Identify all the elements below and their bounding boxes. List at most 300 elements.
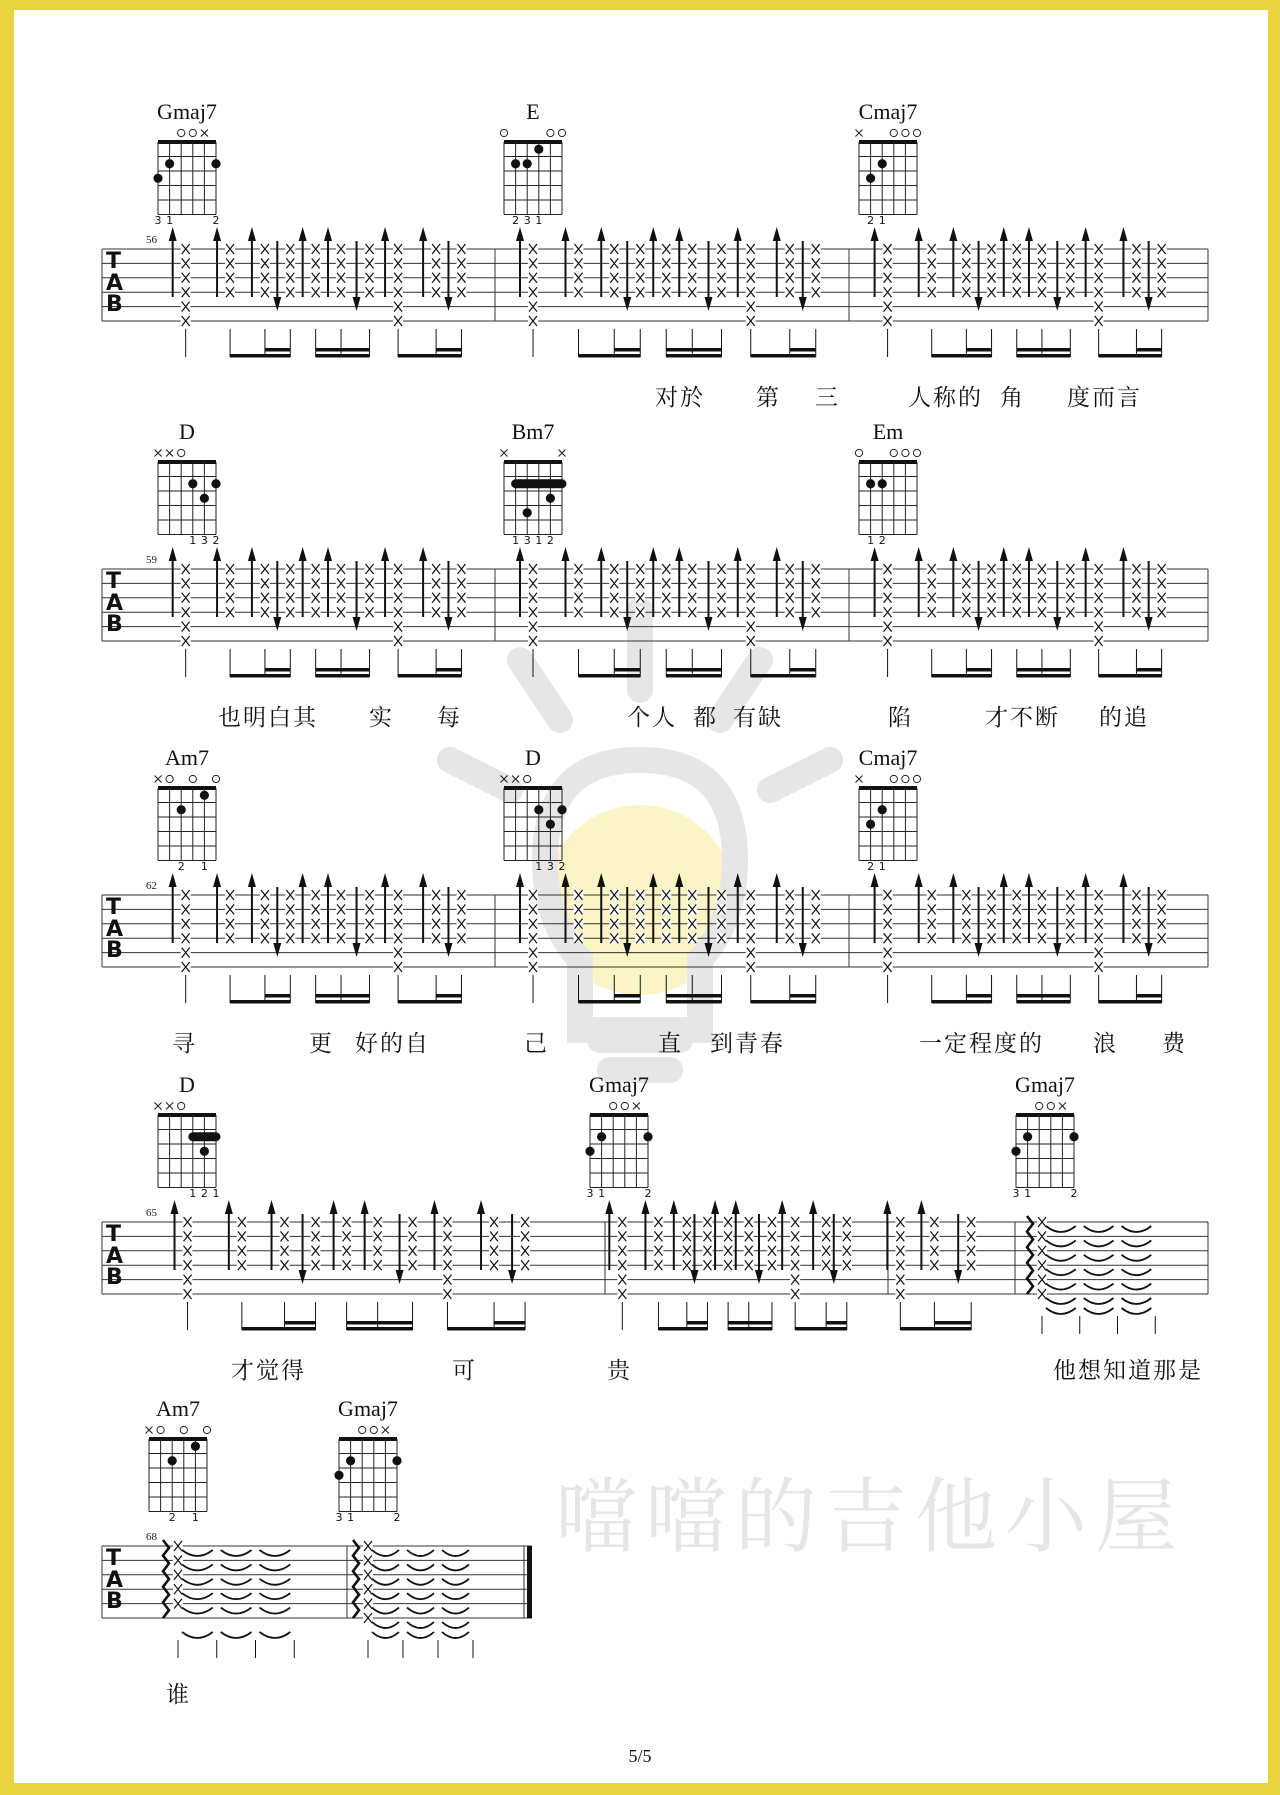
finger-number: 2 <box>867 214 875 227</box>
open-string-icon <box>547 129 554 136</box>
finger-dot <box>534 145 543 154</box>
beam <box>579 1000 641 1004</box>
tie-arc <box>221 1550 252 1556</box>
open-string-icon <box>178 129 185 136</box>
finger-dot <box>200 1147 209 1156</box>
open-string-icon <box>558 129 565 136</box>
beam <box>494 1321 525 1325</box>
beam <box>1099 354 1162 358</box>
chord-diagram-cmaj7 <box>856 775 921 860</box>
finger-number: 2 <box>177 860 185 873</box>
finger-dot <box>523 508 532 517</box>
chord-name: Am7 <box>165 745 209 770</box>
tie-arc <box>221 1564 252 1570</box>
finger-number: 2 <box>168 1511 176 1524</box>
finger-number: 1 <box>535 214 543 227</box>
lyric-text: 浪 <box>1093 1031 1118 1057</box>
finger-number: 1 <box>189 534 197 547</box>
beam <box>614 348 640 352</box>
tie-arc <box>1046 1255 1076 1261</box>
beam <box>398 1000 461 1004</box>
page-number: 5/5 <box>628 1746 652 1766</box>
finger-dot <box>597 1132 606 1141</box>
finger-number: 2 <box>512 214 520 227</box>
beam <box>1017 668 1071 672</box>
finger-dot <box>866 820 875 829</box>
tie-arc <box>372 1593 399 1599</box>
beam <box>316 354 370 358</box>
open-string-icon <box>913 129 920 136</box>
tie-arc <box>221 1608 252 1614</box>
finger-number: 3 <box>546 860 554 873</box>
beam <box>751 354 816 358</box>
chord-name: D <box>525 745 541 770</box>
tab-clef-b: B <box>106 292 123 317</box>
muted-string-icon <box>155 450 162 457</box>
finger-number: 2 <box>200 1187 208 1200</box>
muted-string-icon <box>1059 1103 1066 1110</box>
open-string-icon <box>1036 1102 1043 1109</box>
beam <box>728 1321 772 1325</box>
beam <box>1136 994 1161 998</box>
lyric-text: 三 <box>815 385 840 411</box>
finger-dot <box>165 159 174 168</box>
lyric-text: 直 <box>658 1031 683 1057</box>
finger-dot <box>1011 1147 1020 1156</box>
finger-number: 3 <box>335 1511 343 1524</box>
lyric-text: 贵 <box>607 1358 632 1384</box>
beam <box>790 668 816 672</box>
tie-arc <box>182 1564 213 1570</box>
beam <box>687 1321 708 1325</box>
beam <box>265 668 290 672</box>
beam <box>398 674 461 678</box>
lyric-text: 费 <box>1162 1031 1187 1057</box>
finger-number: 1 <box>191 1511 199 1524</box>
tab-system <box>102 775 1208 1003</box>
tab-system <box>102 1426 532 1658</box>
beam <box>579 674 641 678</box>
finger-dot <box>211 159 220 168</box>
open-string-icon <box>913 449 920 456</box>
finger-number: 1 <box>512 534 520 547</box>
finger-dot <box>878 479 887 488</box>
open-string-icon <box>855 449 862 456</box>
beam <box>316 994 370 998</box>
beam <box>1136 348 1161 352</box>
arpeggio-icon <box>163 1540 169 1618</box>
beam <box>614 668 640 672</box>
tab-clef-b: B <box>106 1589 123 1614</box>
finger-number: 2 <box>558 860 566 873</box>
beam <box>826 1321 847 1325</box>
chord-name: Bm7 <box>511 419 555 444</box>
tie-arc <box>1084 1226 1114 1232</box>
beam <box>316 1000 370 1004</box>
muted-string-icon <box>856 776 863 783</box>
tie-arc <box>407 1593 434 1599</box>
finger-dot <box>511 159 520 168</box>
finger-dot <box>191 1442 200 1451</box>
open-string-icon <box>212 775 219 782</box>
chord-name: Gmaj7 <box>1015 1072 1075 1097</box>
finger-dot <box>523 159 532 168</box>
finger-dot <box>200 494 209 503</box>
finger-number: 1 <box>878 214 886 227</box>
tie-arc <box>372 1622 399 1628</box>
tie-arc <box>1122 1255 1152 1261</box>
muted-string-icon <box>512 776 519 783</box>
tie-arc <box>372 1579 399 1585</box>
tie-arc <box>221 1593 252 1599</box>
tie-arc <box>1046 1226 1076 1232</box>
open-string-icon <box>189 775 196 782</box>
beam <box>265 994 290 998</box>
tie-arc <box>1084 1284 1114 1290</box>
beam <box>614 994 640 998</box>
finger-number: 1 <box>200 860 208 873</box>
finger-number: 2 <box>878 534 886 547</box>
finger-number: 3 <box>1012 1187 1020 1200</box>
beam <box>966 348 991 352</box>
chord-diagram-gmaj7 <box>585 1102 652 1187</box>
finger-dot <box>866 174 875 183</box>
tie-arc <box>182 1579 213 1585</box>
tie-arc <box>182 1550 213 1556</box>
arpeggio-icon <box>353 1540 359 1618</box>
lyric-text: 也明白其 <box>218 705 318 731</box>
chord-name: Gmaj7 <box>589 1072 649 1097</box>
tie-arc <box>442 1550 469 1556</box>
watermark-text: 噹噹的吉他小屋 <box>555 1470 1186 1565</box>
lyric-text: 谁 <box>166 1682 191 1708</box>
beam <box>347 1327 413 1331</box>
beam <box>285 1321 316 1325</box>
beam <box>1017 354 1071 358</box>
finger-dot <box>643 1132 652 1141</box>
finger-dot <box>168 1456 177 1465</box>
open-string-icon <box>1047 1102 1054 1109</box>
finger-dot <box>1069 1132 1078 1141</box>
tie-arc <box>1084 1298 1114 1304</box>
beam <box>1017 1000 1071 1004</box>
muted-string-icon <box>501 776 508 783</box>
chord-diagram-cmaj7 <box>856 129 921 214</box>
finger-dot <box>346 1456 355 1465</box>
beam <box>265 348 290 352</box>
chord-diagram-am7 <box>155 775 220 860</box>
chord-name: E <box>526 99 540 124</box>
tie-arc <box>407 1622 434 1628</box>
lyric-text: 的追 <box>1099 705 1149 731</box>
measure-number: 68 <box>146 1531 157 1543</box>
finger-number: 2 <box>546 534 554 547</box>
tab-clef-b: B <box>106 1265 123 1290</box>
lyric-text: 第 <box>756 385 781 411</box>
open-string-icon <box>178 1102 185 1109</box>
lyric-text: 寻 <box>172 1031 197 1057</box>
muted-string-icon <box>166 1103 173 1110</box>
open-string-icon <box>157 1426 164 1433</box>
beam <box>790 348 816 352</box>
tab-system <box>102 1102 1208 1334</box>
tab-clef-b: B <box>106 612 123 637</box>
beam <box>666 668 721 672</box>
beam <box>316 348 370 352</box>
tab-clef-t: T <box>106 1546 122 1571</box>
beam <box>932 674 992 678</box>
tie-arc <box>1046 1240 1076 1246</box>
finger-number: 2 <box>393 1511 401 1524</box>
lyric-text: 好的自 <box>355 1031 430 1057</box>
tie-arc <box>1046 1269 1076 1275</box>
tie-arc <box>442 1593 469 1599</box>
finger-dot <box>534 805 543 814</box>
beam <box>666 994 721 998</box>
beam <box>242 1327 316 1331</box>
beam <box>1017 348 1071 352</box>
beam <box>230 674 290 678</box>
tie-arc <box>1084 1240 1114 1246</box>
open-string-icon <box>524 775 531 782</box>
tab-clef-a: A <box>106 591 124 616</box>
tab-system <box>102 129 1208 357</box>
finger-dot <box>334 1471 343 1480</box>
open-string-icon <box>890 129 897 136</box>
chord-diagram-d <box>155 449 221 534</box>
beam <box>579 354 641 358</box>
finger-dot <box>392 1456 401 1465</box>
tab-clef-t: T <box>106 569 122 594</box>
lyric-text: 陷 <box>888 705 913 731</box>
open-string-icon <box>166 775 173 782</box>
lyric-text: 角 <box>1000 385 1025 411</box>
tie-arc <box>260 1564 291 1570</box>
chord-name: Em <box>872 419 904 444</box>
measure-number: 62 <box>146 880 157 892</box>
beam <box>966 668 991 672</box>
beam <box>316 674 370 678</box>
lyric-text: 一定程度的 <box>919 1031 1044 1057</box>
beam <box>666 674 721 678</box>
chord-name: D <box>179 419 195 444</box>
chord-name: Cmaj7 <box>858 99 918 124</box>
open-string-icon <box>621 1102 628 1109</box>
tie-arc <box>221 1579 252 1585</box>
lyric-text: 到青春 <box>710 1031 785 1057</box>
finger-dot <box>585 1147 594 1156</box>
muted-string-icon <box>559 450 566 457</box>
tie-arc <box>260 1579 291 1585</box>
finger-number: 2 <box>867 860 875 873</box>
finger-dot <box>200 791 209 800</box>
finger-dot <box>211 479 220 488</box>
tie-arc <box>1122 1240 1152 1246</box>
lyric-text: 人称的 <box>908 385 983 411</box>
finger-dot <box>188 479 197 488</box>
beam <box>447 1327 525 1331</box>
beam <box>751 1000 816 1004</box>
finger-number: 1 <box>347 1511 355 1524</box>
final-bar-line <box>527 1546 532 1618</box>
beam <box>932 1000 992 1004</box>
beam <box>666 348 721 352</box>
beam <box>230 1000 290 1004</box>
beam <box>436 994 461 998</box>
tie-arc <box>1084 1269 1114 1275</box>
chord-diagram-d <box>155 1102 217 1187</box>
tab-clef-t: T <box>106 1222 122 1247</box>
lyric-text: 可 <box>452 1358 477 1384</box>
beam <box>728 1327 772 1331</box>
beam <box>436 668 461 672</box>
open-string-icon <box>902 775 909 782</box>
measure-number: 59 <box>146 554 157 566</box>
tie-arc <box>182 1608 213 1614</box>
chord-diagram-bm7 <box>501 450 566 535</box>
open-string-icon <box>189 129 196 136</box>
tie-arc <box>1122 1226 1152 1232</box>
tab-clef-t: T <box>106 249 122 274</box>
open-string-icon <box>890 449 897 456</box>
finger-dot <box>1023 1132 1032 1141</box>
lyric-text: 实 <box>369 705 394 731</box>
finger-number: 1 <box>878 860 886 873</box>
chord-diagram-gmaj7 <box>1011 1102 1078 1187</box>
finger-number: 2 <box>644 1187 652 1200</box>
tie-arc <box>1122 1298 1152 1304</box>
beam <box>966 994 991 998</box>
finger-number: 1 <box>598 1187 606 1200</box>
chord-diagram-gmaj7 <box>153 129 220 214</box>
tie-arc <box>442 1579 469 1585</box>
lyric-text: 才觉得 <box>231 1358 306 1384</box>
chord-diagram-e <box>500 129 565 214</box>
finger-number: 2 <box>1070 1187 1078 1200</box>
chord-name: Gmaj7 <box>338 1396 398 1421</box>
chord-name: D <box>179 1072 195 1097</box>
finger-number: 1 <box>189 1187 197 1200</box>
tie-arc <box>442 1564 469 1570</box>
finger-number: 1 <box>1024 1187 1032 1200</box>
tie-arc <box>372 1550 399 1556</box>
measure-number: 56 <box>146 234 157 246</box>
finger-number: 1 <box>867 534 875 547</box>
tie-arc <box>260 1593 291 1599</box>
beam <box>1136 668 1161 672</box>
finger-number: 3 <box>586 1187 594 1200</box>
tie-arc <box>1084 1255 1114 1261</box>
beam <box>751 674 816 678</box>
finger-number: 1 <box>166 214 174 227</box>
chord-diagram-am7 <box>146 1426 211 1511</box>
lyric-text: 更 <box>309 1031 334 1057</box>
beam <box>1099 1000 1162 1004</box>
finger-number: 1 <box>212 1187 220 1200</box>
tie-arc <box>407 1564 434 1570</box>
open-string-icon <box>610 1102 617 1109</box>
lyric-text: 每 <box>437 705 462 731</box>
measure <box>353 1540 473 1658</box>
finger-dot <box>177 805 186 814</box>
finger-dot <box>546 820 555 829</box>
beam <box>666 354 721 358</box>
lyric-text: 都 <box>693 705 718 731</box>
open-string-icon <box>500 129 507 136</box>
open-string-icon <box>890 775 897 782</box>
open-string-icon <box>180 1426 187 1433</box>
muted-string-icon <box>155 1103 162 1110</box>
chord-name: Am7 <box>156 1396 200 1421</box>
finger-number: 2 <box>212 534 220 547</box>
tie-arc <box>260 1550 291 1556</box>
lyric-text: 对於 <box>655 385 705 411</box>
chord-diagram-d <box>501 775 567 860</box>
muted-string-icon <box>201 130 208 137</box>
finger-number: 3 <box>523 214 531 227</box>
finger-number: 1 <box>535 534 543 547</box>
lyric-text: 个人 <box>627 705 677 731</box>
tie-arc <box>182 1593 213 1599</box>
beam <box>666 1000 721 1004</box>
muted-string-icon <box>633 1103 640 1110</box>
beam <box>230 354 290 358</box>
tie-arc <box>442 1608 469 1614</box>
finger-number: 3 <box>200 534 208 547</box>
tie-arc <box>372 1564 399 1570</box>
beam <box>1099 674 1162 678</box>
beam <box>436 348 461 352</box>
arpeggio-icon <box>1027 1216 1033 1294</box>
tab-clef-t: T <box>106 895 122 920</box>
beam <box>900 1327 971 1331</box>
finger-dot <box>878 159 887 168</box>
muted-string-icon <box>166 450 173 457</box>
tie-arc <box>442 1622 469 1628</box>
beam <box>316 668 370 672</box>
beam <box>790 994 816 998</box>
tie-arc <box>1046 1298 1076 1304</box>
open-string-icon <box>359 1426 366 1433</box>
lyric-text: 他想知道那是 <box>1053 1358 1203 1384</box>
open-string-icon <box>178 449 185 456</box>
finger-number: 3 <box>154 214 162 227</box>
open-string-icon <box>203 1426 210 1433</box>
finger-dot <box>557 805 566 814</box>
tie-arc <box>407 1550 434 1556</box>
tie-arc <box>1122 1284 1152 1290</box>
muted-string-icon <box>856 130 863 137</box>
muted-string-icon <box>382 1427 389 1434</box>
open-string-icon <box>902 449 909 456</box>
tab-clef-a: A <box>106 271 124 296</box>
open-string-icon <box>370 1426 377 1433</box>
chord-diagram-em <box>855 449 920 534</box>
tab-clef-a: A <box>106 1244 124 1269</box>
finger-dot <box>866 479 875 488</box>
chord-diagram-gmaj7 <box>334 1426 401 1511</box>
tab-system <box>102 449 1208 677</box>
beam <box>398 354 461 358</box>
tie-arc <box>1046 1284 1076 1290</box>
tab-clef-a: A <box>106 1568 124 1593</box>
tie-arc <box>372 1608 399 1614</box>
beam <box>1017 994 1071 998</box>
tie-arc <box>407 1579 434 1585</box>
beam <box>1017 674 1071 678</box>
finger-number: 3 <box>523 534 531 547</box>
measure-number: 65 <box>146 1207 157 1219</box>
